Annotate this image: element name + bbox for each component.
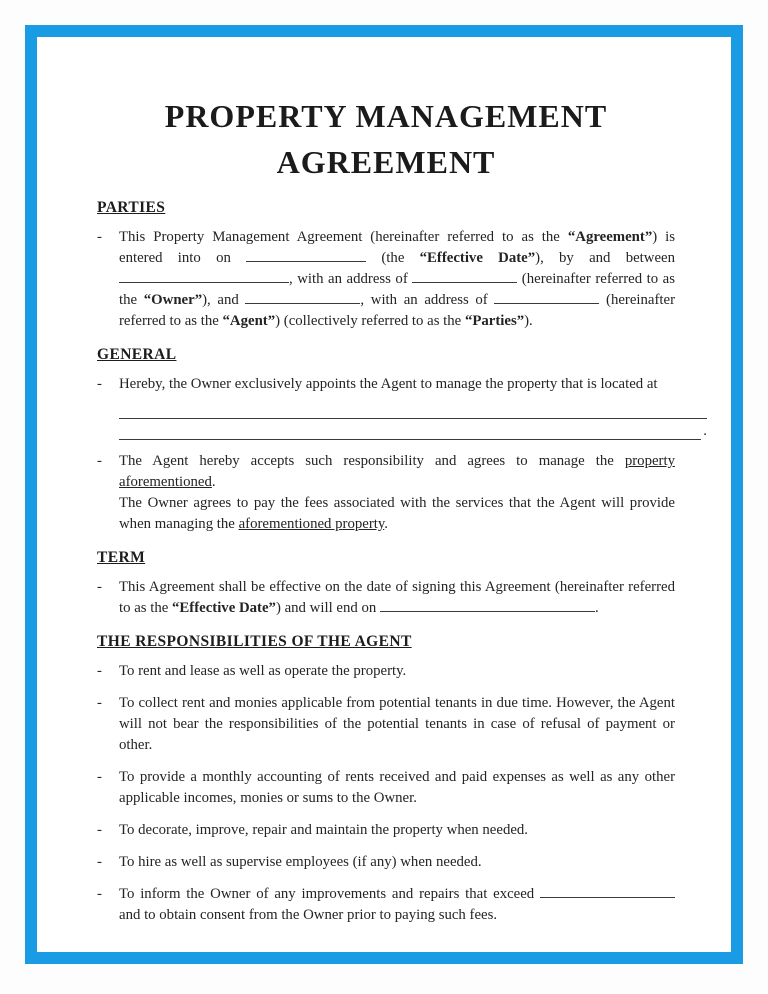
- section-heading: PARTIES: [97, 199, 166, 216]
- text-segment: ) is entered into on: [119, 229, 675, 266]
- text-segment: ), by and between: [535, 250, 675, 266]
- text-segment: The Owner agrees to pay the fees associated with the services that the Agent will provide when managing the: [119, 495, 675, 532]
- fill-in-rule: [119, 397, 707, 419]
- fill-in-line: [119, 398, 707, 419]
- text-segment: “Effective Date”: [172, 600, 276, 616]
- fill-in-blank: [540, 884, 675, 898]
- bullet-item: [97, 852, 675, 873]
- bullet-text: [119, 451, 675, 535]
- bullet-item: [97, 693, 675, 756]
- fill-in-blank: [380, 598, 595, 612]
- bullet-text: [119, 577, 675, 619]
- bullet-dash: -: [97, 822, 102, 838]
- fill-in-rule: [119, 418, 701, 440]
- bullet-text: [119, 767, 675, 809]
- text-segment: (hereinafter referred to as the: [119, 271, 676, 308]
- bullet-dash: -: [97, 886, 102, 902]
- text-segment: “Parties”: [464, 313, 525, 329]
- bullet-text: [119, 227, 675, 332]
- text-segment: “Owner”: [143, 292, 203, 308]
- trailing-period: .: [703, 423, 707, 439]
- text-segment: aforementioned property: [238, 516, 385, 532]
- bullet-dash: -: [97, 579, 102, 595]
- text-segment: Hereby, the Owner exclusively appoints the Agent to manage the property that is located at: [119, 376, 658, 392]
- text-segment: “Agent”: [222, 313, 276, 329]
- bullet-dash: -: [97, 229, 102, 245]
- document-title: PROPERTY MANAGEMENT AGREEMENT: [164, 98, 608, 180]
- bullet-item: [97, 577, 675, 619]
- bullet-text: [119, 661, 675, 682]
- bullet-dash: -: [97, 769, 102, 785]
- section-heading: TERM: [97, 549, 146, 566]
- bullet-dash: -: [97, 695, 102, 711]
- text-segment: , with an address of: [289, 271, 413, 287]
- bullet-dash: -: [97, 663, 102, 679]
- fill-in-blank: [245, 290, 360, 304]
- text-segment: To inform the Owner of any improvements and repairs that exceed: [119, 886, 540, 902]
- text-segment: This Agreement shall be effective on the date of signing this Agreement (hereinafter referred to as the: [119, 579, 675, 616]
- fill-in-blank: [494, 290, 599, 304]
- bullet-item: [97, 227, 675, 332]
- bullet-text: [119, 852, 675, 873]
- page-border-frame: [25, 25, 743, 964]
- section-heading: GENERAL: [97, 346, 177, 363]
- text-segment: To rent and lease as well as operate the property.: [119, 663, 407, 679]
- text-segment: .: [384, 516, 388, 532]
- bullet-dash: -: [97, 854, 102, 870]
- text-segment: To hire as well as supervise employees (if any) when needed.: [119, 854, 482, 870]
- text-segment: .: [211, 474, 216, 490]
- bullet-item: [97, 374, 707, 440]
- bullet-dash: -: [97, 453, 102, 469]
- text-segment: property aforementioned: [119, 453, 675, 490]
- bullet-text: [119, 693, 675, 756]
- fill-in-line: [119, 419, 707, 440]
- document-page: [37, 37, 731, 952]
- bullet-dash: -: [97, 376, 102, 392]
- text-segment: This Property Management Agreement (hereinafter referred to as the: [119, 229, 568, 245]
- text-segment: The Agent hereby accepts such responsibility and agrees to manage the: [119, 453, 625, 469]
- bullet-text: [119, 374, 707, 440]
- bullet-text: [119, 820, 675, 841]
- fill-in-blank: [412, 269, 517, 283]
- text-segment: To collect rent and monies applicable from potential tenants in due time. However, the Agent will not bear the responsibilities of the potential tenants in case of refusal of payment or other.: [119, 695, 675, 753]
- text-segment: ) and will end on: [275, 600, 380, 616]
- text-segment: .: [594, 600, 599, 616]
- text-segment: ), and: [202, 292, 246, 308]
- bullet-item: [97, 884, 675, 926]
- bullet-item: [97, 767, 675, 809]
- text-segment: ) (collectively referred to as the: [275, 313, 465, 329]
- bullet-item: [97, 451, 675, 535]
- bullet-text: [119, 884, 675, 926]
- bullet-item: [97, 820, 675, 841]
- section-heading: THE RESPONSIBILITIES OF THE AGENT: [97, 633, 412, 650]
- text-segment: “Agreement”: [567, 229, 653, 245]
- document-sections: [97, 199, 707, 926]
- text-segment: To decorate, improve, repair and maintain the property when needed.: [119, 822, 529, 838]
- fill-in-blank: [246, 248, 366, 262]
- text-segment: and to obtain consent from the Owner prior to paying such fees.: [119, 907, 498, 923]
- fill-in-blank: [119, 269, 289, 283]
- text-segment: , with an address of: [360, 292, 495, 308]
- text-segment: To provide a monthly accounting of rents received and paid expenses as well as any other applicable incomes, monies or sums to the Owner.: [119, 769, 675, 806]
- text-segment: (the: [366, 250, 420, 266]
- text-segment: ).: [524, 313, 533, 329]
- text-segment: (hereinafter referred to as the: [119, 292, 676, 329]
- text-segment: “Effective Date”: [419, 250, 536, 266]
- bullet-item: [97, 661, 675, 682]
